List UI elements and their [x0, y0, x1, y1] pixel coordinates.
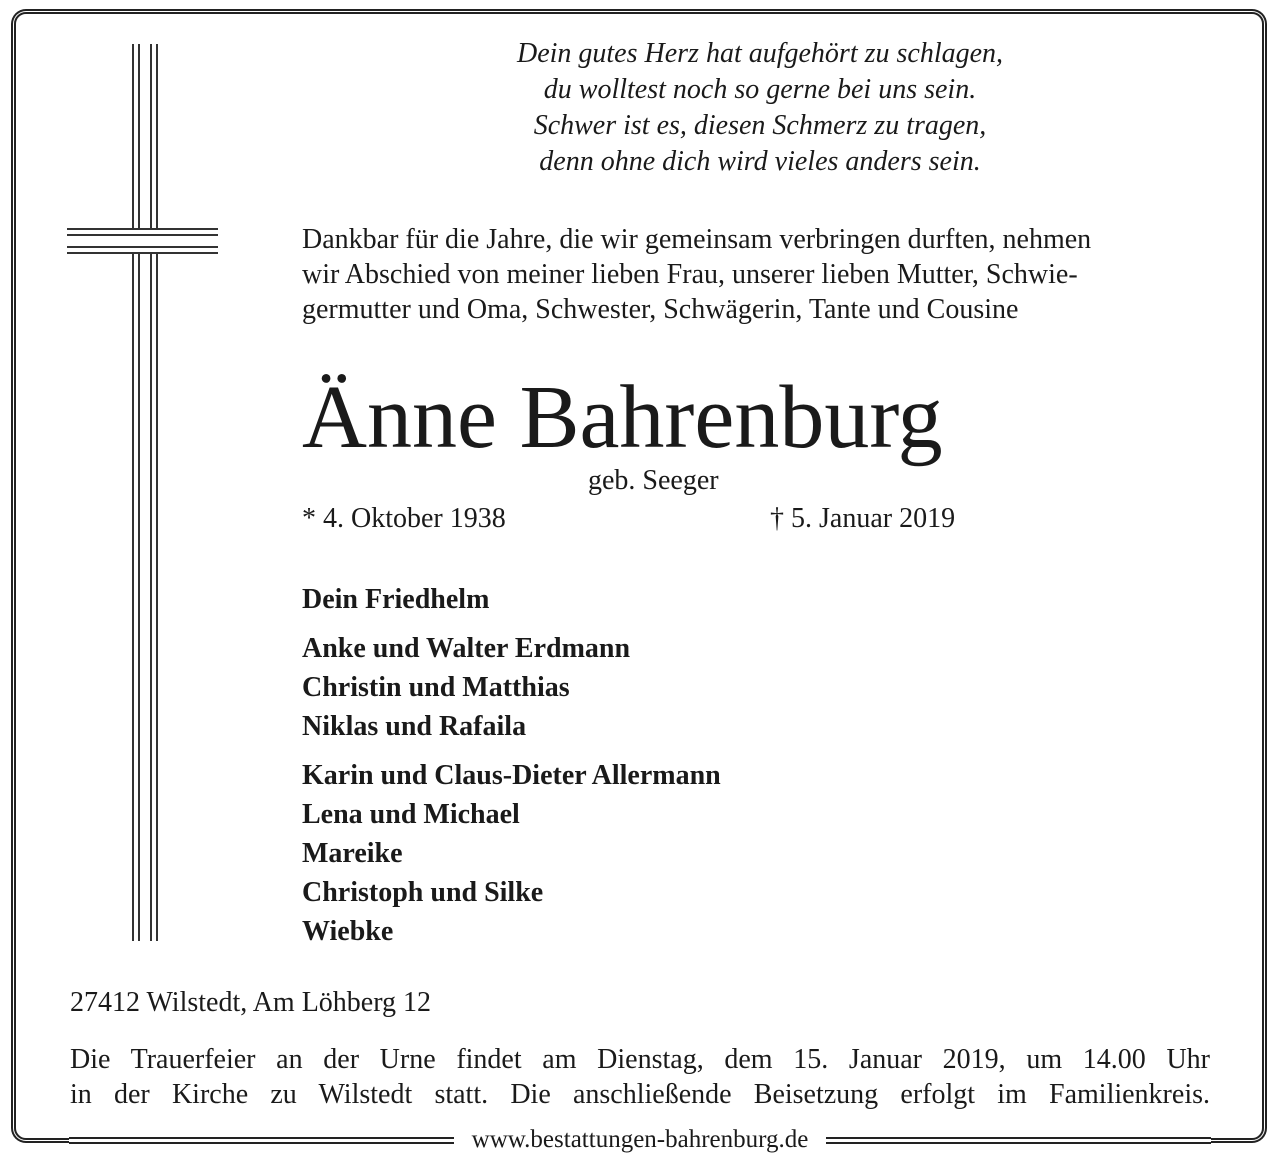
- poem-line: Schwer ist es, diesen Schmerz zu tragen,: [533, 110, 987, 141]
- footer-rule-right: [826, 1137, 1211, 1144]
- mourner: Karin und Claus-Dieter Allermann: [302, 760, 721, 791]
- notice-border: [14, 12, 1264, 1140]
- intro-line: Dankbar für die Jahre, die wir gemeinsam verbringen durften, nehmen: [302, 224, 1092, 255]
- mourner: Mareike: [302, 838, 403, 869]
- mourner: Wiebke: [302, 916, 394, 947]
- intro-line: germutter und Oma, Schwester, Schwägerin, Tante und Cousine: [302, 294, 1019, 325]
- maiden-name: geb. Seeger: [588, 465, 719, 496]
- service-info: [70, 1042, 1210, 1112]
- mourner: Dein Friedhelm: [302, 584, 490, 615]
- footer: [0, 1122, 1280, 1158]
- mourner: Christoph und Silke: [302, 877, 544, 908]
- poem-line: Dein gutes Herz hat aufgehört zu schlagen,: [516, 38, 1004, 69]
- intro-line: wir Abschied von meiner lieben Frau, unserer lieben Mutter, Schwie-: [302, 259, 1078, 290]
- death-date: † 5. Januar 2019: [770, 503, 956, 534]
- mourner: Anke und Walter Erdmann: [302, 633, 631, 664]
- service-line: Die Trauerfeier an der Urne findet am Dienstag, dem 15. Januar 2019, um 14.00 Uhr: [70, 1044, 1210, 1075]
- mourner-group: [302, 580, 721, 619]
- footer-rule-left: [69, 1137, 454, 1144]
- mourner: Niklas und Rafaila: [302, 711, 527, 742]
- address: 27412 Wilstedt, Am Löhberg 12: [70, 987, 432, 1018]
- footer-url[interactable]: www.bestattungen-bahrenburg.de: [454, 1126, 827, 1154]
- mourner-group: [302, 756, 721, 951]
- mourner: Lena und Michael: [302, 799, 520, 830]
- birth-date: * 4. Oktober 1938: [302, 503, 506, 534]
- poem-line: denn ohne dich wird vieles anders sein.: [539, 146, 981, 177]
- mourners-list: [302, 580, 721, 951]
- poem-line: du wolltest noch so gerne bei uns sein.: [543, 74, 977, 105]
- mourner-group: [302, 629, 721, 746]
- intro-text: [302, 222, 1222, 327]
- mourner: Christin und Matthias: [302, 672, 570, 703]
- deceased-name: Änne Bahrenburg: [302, 368, 943, 467]
- service-line: in der Kirche zu Wilstedt statt. Die anschließende Beisetzung erfolgt im Familienkreis.: [70, 1079, 1210, 1110]
- poem: [440, 36, 1080, 180]
